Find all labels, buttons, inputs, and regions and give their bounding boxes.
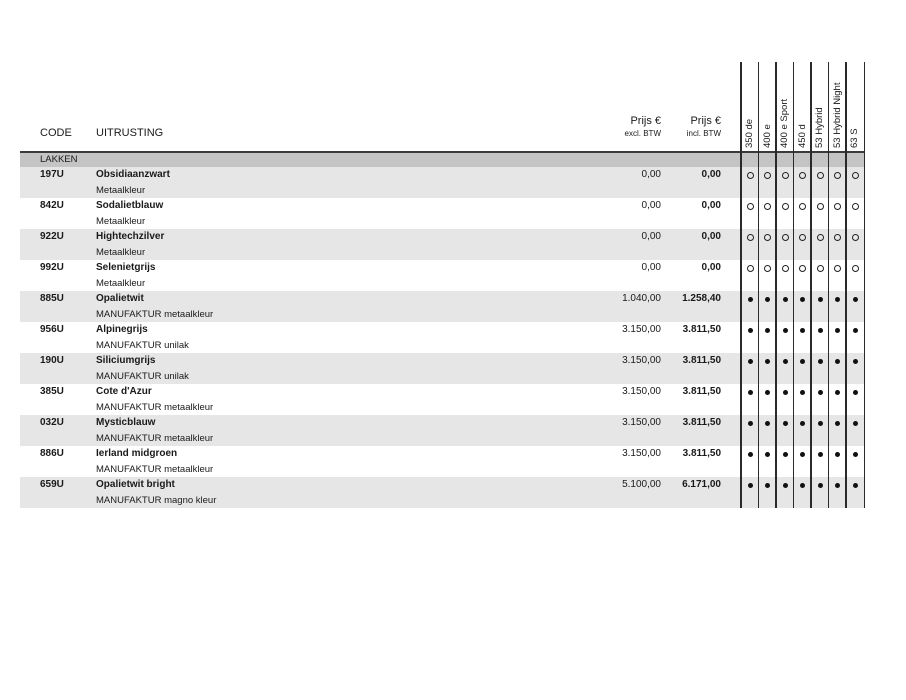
table-row [20, 353, 865, 384]
open-circle-icon [817, 203, 824, 210]
availability-cell [829, 324, 846, 337]
cell-name: Alpinegrijs [96, 324, 148, 335]
filled-dot-icon [800, 483, 805, 488]
cell-desc: Metaalkleur [96, 278, 146, 289]
filled-dot-icon [835, 452, 840, 457]
availability-cell [847, 448, 864, 461]
filled-dot-icon [853, 452, 858, 457]
cell-name: Siliciumgrijs [96, 355, 156, 366]
availability-cell [847, 293, 864, 306]
open-circle-icon [782, 172, 789, 179]
availability-cell [759, 169, 776, 183]
filled-dot-icon [800, 390, 805, 395]
cell-code: 956U [40, 324, 64, 335]
cell-name: Selenietgrijs [96, 262, 156, 273]
table-row [20, 229, 865, 260]
filled-dot-icon [835, 359, 840, 364]
filled-dot-icon [835, 483, 840, 488]
cell-excl: 3.150,00 [622, 448, 661, 459]
open-circle-icon [852, 234, 859, 241]
availability-cell [847, 169, 864, 183]
availability-cell [847, 324, 864, 337]
availability-cell [812, 386, 829, 399]
table-row [20, 446, 865, 477]
availability-cell [812, 448, 829, 461]
filled-dot-icon [748, 421, 753, 426]
table-row [20, 415, 865, 446]
open-circle-icon [747, 234, 754, 241]
availability-cell [742, 479, 759, 492]
column-header-uitrusting: UITRUSTING [96, 127, 164, 139]
column-divider [845, 62, 847, 508]
open-circle-icon [817, 265, 824, 272]
cell-excl: 3.150,00 [622, 386, 661, 397]
open-circle-icon [782, 234, 789, 241]
model-label: 53 Hybrid Night [831, 82, 843, 148]
filled-dot-icon [765, 390, 770, 395]
cell-excl: 0,00 [641, 262, 661, 273]
availability-cell [794, 448, 811, 461]
column-header-model [846, 70, 863, 150]
filled-dot-icon [783, 328, 788, 333]
availability-cell [829, 231, 846, 245]
filled-dot-icon [783, 421, 788, 426]
cell-desc: MANUFAKTUR unilak [96, 371, 189, 382]
availability-cell [794, 386, 811, 399]
availability-cell [829, 417, 846, 430]
open-circle-icon [834, 234, 841, 241]
cell-incl: 6.171,00 [682, 479, 721, 490]
cell-desc: MANUFAKTUR unilak [96, 340, 189, 351]
availability-cell [829, 355, 846, 368]
cell-incl: 3.811,50 [682, 355, 721, 366]
cell-excl: 1.040,00 [622, 293, 661, 304]
column-divider [740, 62, 742, 508]
filled-dot-icon [748, 390, 753, 395]
open-circle-icon [764, 203, 771, 210]
cell-excl: 3.150,00 [622, 324, 661, 335]
availability-cell [829, 479, 846, 492]
filled-dot-icon [765, 359, 770, 364]
availability-cell [742, 355, 759, 368]
availability-cell [812, 293, 829, 306]
availability-cell [794, 324, 811, 337]
cell-incl: 0,00 [701, 169, 721, 180]
availability-cell [794, 417, 811, 430]
availability-cell [847, 231, 864, 245]
open-circle-icon [782, 265, 789, 272]
cell-code: 190U [40, 355, 64, 366]
open-circle-icon [834, 203, 841, 210]
cell-name: Opalietwit bright [96, 479, 175, 490]
filled-dot-icon [783, 452, 788, 457]
availability-cell [829, 169, 846, 183]
price-incl-subtitle: incl. BTW [686, 129, 721, 138]
cell-excl: 0,00 [641, 231, 661, 242]
availability-cell [759, 355, 776, 368]
filled-dot-icon [783, 297, 788, 302]
availability-cell [812, 324, 829, 337]
column-divider [828, 62, 830, 508]
availability-cell [759, 231, 776, 245]
filled-dot-icon [800, 421, 805, 426]
cell-code: 886U [40, 448, 64, 459]
availability-cell [777, 355, 794, 368]
cell-name: Hightechzilver [96, 231, 165, 242]
filled-dot-icon [853, 297, 858, 302]
availability-cell [759, 386, 776, 399]
availability-cell [777, 479, 794, 492]
price-excl-title: Prijs € [630, 115, 661, 127]
cell-code: 992U [40, 262, 64, 273]
cell-excl: 3.150,00 [622, 417, 661, 428]
filled-dot-icon [853, 359, 858, 364]
cell-desc: MANUFAKTUR metaalkleur [96, 433, 214, 444]
column-divider [864, 62, 866, 508]
model-label: 53 Hybrid [814, 107, 825, 148]
availability-cell [812, 355, 829, 368]
cell-incl: 3.811,50 [682, 448, 721, 459]
availability-cell [812, 262, 829, 276]
open-circle-icon [782, 203, 789, 210]
filled-dot-icon [835, 390, 840, 395]
availability-cell [759, 417, 776, 430]
filled-dot-icon [835, 421, 840, 426]
table-row [20, 322, 865, 353]
availability-cell [794, 293, 811, 306]
filled-dot-icon [783, 483, 788, 488]
availability-cell [847, 200, 864, 214]
availability-cell [812, 200, 829, 214]
cell-excl: 0,00 [641, 200, 661, 211]
availability-cell [847, 417, 864, 430]
filled-dot-icon [853, 390, 858, 395]
availability-cell [777, 169, 794, 183]
cell-incl: 0,00 [701, 262, 721, 273]
availability-cell [829, 386, 846, 399]
model-label: 400 e [761, 124, 773, 148]
availability-cell [829, 200, 846, 214]
availability-cell [759, 448, 776, 461]
filled-dot-icon [748, 359, 753, 364]
filled-dot-icon [765, 483, 770, 488]
open-circle-icon [817, 234, 824, 241]
cell-code: 197U [40, 169, 64, 180]
availability-cell [829, 448, 846, 461]
availability-cell [847, 479, 864, 492]
table-row [20, 477, 865, 508]
open-circle-icon [799, 234, 806, 241]
filled-dot-icon [818, 359, 823, 364]
table-row [20, 291, 865, 322]
open-circle-icon [852, 265, 859, 272]
availability-cell [829, 262, 846, 276]
availability-cell [759, 293, 776, 306]
availability-cell [812, 231, 829, 245]
table-row [20, 198, 865, 229]
filled-dot-icon [800, 359, 805, 364]
section-row-lakken [20, 153, 865, 167]
cell-desc: Metaalkleur [96, 185, 146, 196]
cell-code: 842U [40, 200, 64, 211]
cell-excl: 0,00 [641, 169, 661, 180]
cell-incl: 3.811,50 [682, 324, 721, 335]
filled-dot-icon [748, 483, 753, 488]
availability-cell [847, 262, 864, 276]
filled-dot-icon [748, 452, 753, 457]
open-circle-icon [747, 203, 754, 210]
column-header-model [829, 70, 846, 150]
column-header-model [811, 70, 828, 150]
open-circle-icon [834, 172, 841, 179]
model-label: 63 S [849, 128, 860, 148]
availability-cell [794, 479, 811, 492]
cell-code: 385U [40, 386, 64, 397]
cell-desc: MANUFAKTUR metaalkleur [96, 309, 214, 320]
filled-dot-icon [800, 452, 805, 457]
column-header-model [776, 70, 793, 150]
cell-incl: 0,00 [701, 231, 721, 242]
cell-desc: MANUFAKTUR magno kleur [96, 495, 217, 506]
cell-name: Mysticblauw [96, 417, 156, 428]
availability-cell [777, 293, 794, 306]
availability-cell [829, 293, 846, 306]
availability-cell [777, 448, 794, 461]
availability-cell [794, 355, 811, 368]
availability-cell [847, 355, 864, 368]
table-row [20, 384, 865, 415]
open-circle-icon [747, 172, 754, 179]
availability-cell [742, 417, 759, 430]
column-header-model [794, 70, 811, 150]
cell-desc: MANUFAKTUR metaalkleur [96, 464, 214, 475]
cell-desc: MANUFAKTUR metaalkleur [96, 402, 214, 413]
price-incl-title: Prijs € [690, 115, 721, 127]
open-circle-icon [834, 265, 841, 272]
filled-dot-icon [853, 328, 858, 333]
open-circle-icon [852, 172, 859, 179]
availability-cell [777, 417, 794, 430]
availability-cell [742, 293, 759, 306]
filled-dot-icon [853, 483, 858, 488]
cell-code: 922U [40, 231, 64, 242]
availability-cell [812, 417, 829, 430]
filled-dot-icon [818, 328, 823, 333]
cell-code: 032U [40, 417, 64, 428]
column-divider [810, 62, 812, 508]
filled-dot-icon [800, 328, 805, 333]
filled-dot-icon [765, 421, 770, 426]
filled-dot-icon [783, 359, 788, 364]
filled-dot-icon [748, 328, 753, 333]
open-circle-icon [799, 203, 806, 210]
cell-name: Sodalietblauw [96, 200, 164, 211]
column-header-price-incl [641, 114, 721, 140]
filled-dot-icon [818, 483, 823, 488]
availability-cell [812, 169, 829, 183]
cell-name: Ierland midgroen [96, 448, 178, 459]
availability-cell [742, 169, 759, 183]
availability-cell [777, 200, 794, 214]
column-header-model [741, 70, 758, 150]
availability-cell [742, 448, 759, 461]
availability-cell [794, 262, 811, 276]
cell-desc: Metaalkleur [96, 216, 146, 227]
cell-code: 659U [40, 479, 64, 490]
cell-incl: 1.258,40 [682, 293, 721, 304]
filled-dot-icon [783, 390, 788, 395]
cell-desc: Metaalkleur [96, 247, 146, 258]
availability-cell [742, 262, 759, 276]
filled-dot-icon [748, 297, 753, 302]
cell-excl: 5.100,00 [622, 479, 661, 490]
availability-cell [759, 479, 776, 492]
availability-cell [742, 386, 759, 399]
cell-name: Cote d'Azur [96, 386, 152, 397]
model-label: 350 de [744, 118, 755, 148]
cell-code: 885U [40, 293, 64, 304]
filled-dot-icon [800, 297, 805, 302]
open-circle-icon [799, 265, 806, 272]
price-excl-subtitle: excl. BTW [624, 129, 661, 138]
column-divider [758, 62, 760, 508]
model-label: 450 d [796, 124, 808, 148]
availability-cell [777, 386, 794, 399]
open-circle-icon [747, 265, 754, 272]
availability-cell [742, 324, 759, 337]
table-row [20, 167, 865, 198]
filled-dot-icon [835, 297, 840, 302]
column-divider [793, 62, 795, 508]
column-header-model [759, 70, 776, 150]
filled-dot-icon [765, 452, 770, 457]
availability-cell [759, 262, 776, 276]
availability-cell [847, 386, 864, 399]
table-row [20, 260, 865, 291]
open-circle-icon [817, 172, 824, 179]
cell-excl: 3.150,00 [622, 355, 661, 366]
column-header-code: CODE [40, 127, 72, 139]
filled-dot-icon [818, 390, 823, 395]
section-label: LAKKEN [40, 154, 78, 165]
model-label: 400 e Sport [779, 98, 790, 148]
filled-dot-icon [765, 328, 770, 333]
cell-name: Obsidiaanzwart [96, 169, 170, 180]
availability-cell [794, 231, 811, 245]
column-divider [775, 62, 777, 508]
cell-incl: 0,00 [701, 200, 721, 211]
availability-cell [742, 200, 759, 214]
open-circle-icon [764, 172, 771, 179]
availability-cell [777, 231, 794, 245]
filled-dot-icon [818, 421, 823, 426]
cell-incl: 3.811,50 [682, 417, 721, 428]
filled-dot-icon [835, 328, 840, 333]
availability-cell [794, 200, 811, 214]
availability-cell [759, 324, 776, 337]
filled-dot-icon [818, 452, 823, 457]
cell-name: Opalietwit [96, 293, 144, 304]
availability-cell [742, 231, 759, 245]
availability-cell [777, 262, 794, 276]
open-circle-icon [764, 265, 771, 272]
open-circle-icon [764, 234, 771, 241]
open-circle-icon [799, 172, 806, 179]
open-circle-icon [852, 203, 859, 210]
availability-cell [812, 479, 829, 492]
cell-incl: 3.811,50 [682, 386, 721, 397]
availability-cell [777, 324, 794, 337]
availability-cell [759, 200, 776, 214]
filled-dot-icon [853, 421, 858, 426]
filled-dot-icon [818, 297, 823, 302]
availability-cell [794, 169, 811, 183]
filled-dot-icon [765, 297, 770, 302]
